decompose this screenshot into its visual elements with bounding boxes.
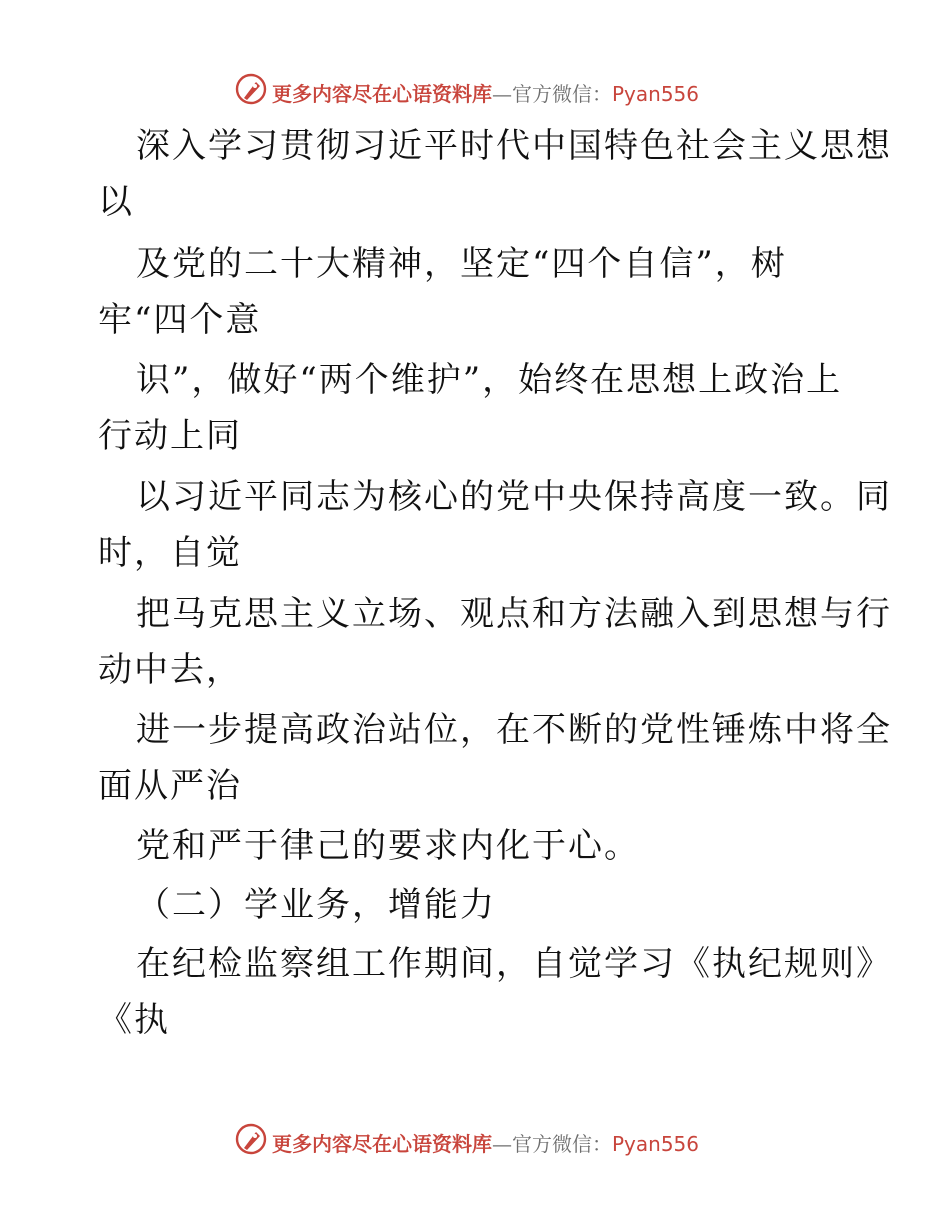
banner-text <box>272 1128 699 1157</box>
body-line: 识”，做好“两个维护”，始终在思想上政治上 <box>136 360 843 400</box>
body-line: 以习近平同志为核心的党中央保持高度一致。同 <box>136 477 892 517</box>
pen-nib-logo-icon <box>234 72 268 106</box>
body-line: 及党的二十大精神，坚定“四个自信”，树 <box>136 244 787 284</box>
body-line: 党和严于律己的要求内化于心。 <box>136 826 640 866</box>
banner-official: 官方微信： <box>512 82 612 106</box>
body-line: 深入学习贯彻习近平时代中国特色社会主义思想 <box>136 126 892 166</box>
footer-banner <box>0 1120 950 1160</box>
body-line: 行动上同 <box>98 416 242 456</box>
banner-official: 官方微信： <box>512 1132 612 1156</box>
banner-main: 更多内容尽在心语资料库 <box>272 82 492 106</box>
banner-dash: — <box>492 82 512 106</box>
body-line: 牢“四个意 <box>98 300 262 340</box>
banner-text <box>272 78 699 107</box>
body-line: 面从严治 <box>98 766 242 806</box>
header-banner <box>0 70 950 110</box>
body-line: 进一步提高政治站位，在不断的党性锤炼中将全 <box>136 710 892 750</box>
body-line: 在纪检监察组工作期间，自觉学习《执纪规则》 <box>136 944 892 984</box>
banner-main: 更多内容尽在心语资料库 <box>272 1132 492 1156</box>
body-line: 把马克思主义立场、观点和方法融入到思想与行 <box>136 594 892 634</box>
pen-nib-logo-icon <box>234 1122 268 1156</box>
body-line: 动中去， <box>98 650 242 690</box>
body-line: 《执 <box>98 1000 170 1040</box>
body-line: 以 <box>98 182 134 222</box>
banner-wechat-id: Pyan556 <box>612 1132 700 1156</box>
section-heading: （二）学业务，增能力 <box>136 885 496 925</box>
body-line: 时，自觉 <box>98 533 242 573</box>
banner-dash: — <box>492 1132 512 1156</box>
banner-wechat-id: Pyan556 <box>612 82 700 106</box>
